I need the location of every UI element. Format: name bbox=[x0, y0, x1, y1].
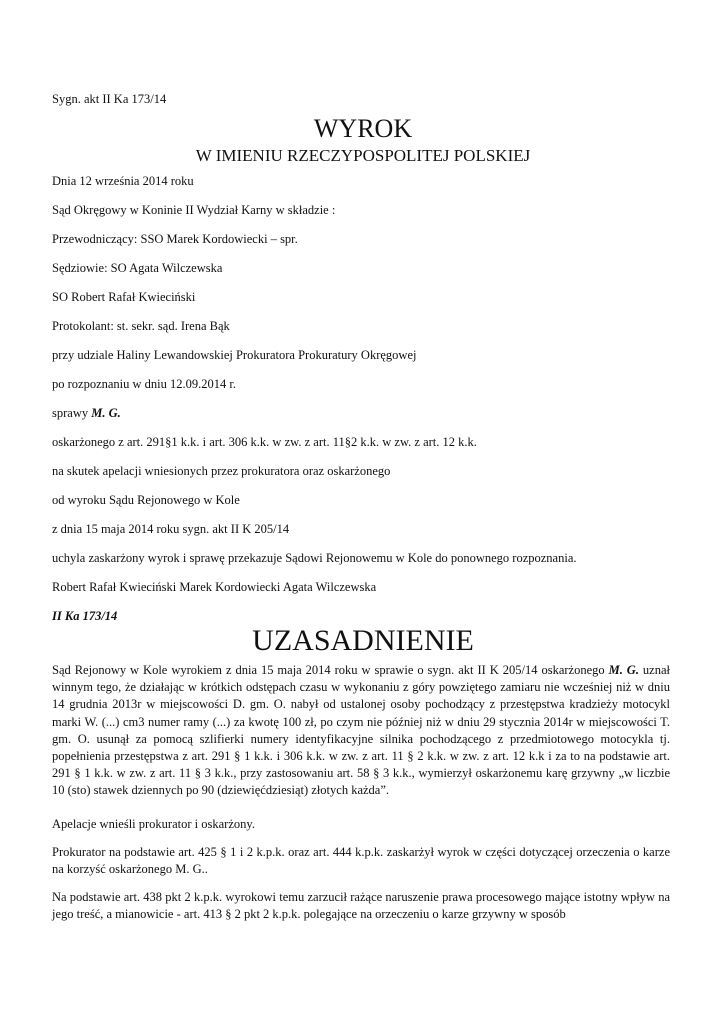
paragraph-1-defendant: M. G. bbox=[608, 663, 639, 677]
court-composition: Sąd Okręgowy w Koninie II Wydział Karny w składzie : bbox=[52, 203, 336, 217]
case-signature: Sygn. akt II Ka 173/14 bbox=[52, 92, 167, 106]
prosecutor-line: przy udziale Haliny Lewandowskiej Prokuratora Prokuratury Okręgowej bbox=[52, 348, 417, 362]
verdict-date: Dnia 12 września 2014 roku bbox=[52, 174, 194, 188]
paragraph-1-intro: Sąd Rejonowy w Kole wyrokiem z dnia 15 maja 2014 roku w sprawie o sygn. akt II K 205/14 oskarżonego bbox=[52, 663, 609, 677]
case-prefix: sprawy bbox=[52, 406, 92, 420]
charges-line: oskarżonego z art. 291§1 k.k. i art. 306 k.k. w zw. z art. 11§2 k.k. w zw. z art. 12 k.k. bbox=[52, 435, 477, 449]
justification-reference: II Ka 173/14 bbox=[52, 609, 118, 623]
case-of-line bbox=[52, 405, 121, 422]
paragraph-1-body: uznał winnym tego, że działając w krótkich odstępach czasu w wykonaniu z góry powziętego zamiaru nie wcześniej niż w dniu 14 grudnia 2013r w miejscowości D. gm. O. nabył od ustalonej osoby pochodzący z przestępstwa kradzieży motocykl marki W. (...) cm3 numer ramy (...) za kwotę 100 zł, po czym nie później niż w dniu 29 stycznia 2014r w miejscowości T. gm. O. usunął za pomocą szlifierki numery identyfikacyjne silnika pochodzącego z przedmiotowego motocykla tj. popełnienia przestępstwa z art. 291 § 1 k.k. i 306 k.k. w zw. z art. 11 § 2 k.k. w zw. z art. 12 k.k i za to na podstawie art. 291 § 1 k.k. w zw. z art. 11 § 3 k.k., przy zastosowaniu art. 58 § 3 k.k., wymierzył oskarżonemu karę grzywny „w liczbie 10 (sto) stawek dziennych po 90 (dziewięćdziesiąt) złotych każda”. bbox=[52, 663, 670, 798]
lower-court-line: od wyroku Sądu Rejonowego w Kole bbox=[52, 493, 240, 507]
verdict-subtitle: W IMIENIU RZECZYPOSPOLITEJ POLSKIEJ bbox=[195, 146, 531, 165]
justification-paragraph-2: Apelacje wnieśli prokurator i oskarżony. bbox=[52, 817, 255, 831]
court-clerk: Protokolant: st. sekr. sąd. Irena Bąk bbox=[52, 319, 230, 333]
ruling-line: uchyla zaskarżony wyrok i sprawę przekazuje Sądowi Rejonowemu w Kole do ponownego rozpoznania. bbox=[52, 551, 577, 565]
justification-paragraph-3: Prokurator na podstawie art. 425 § 1 i 2 k.p.k. oraz art. 444 k.p.k. zaskarżył wyrok w części dotyczącej orzeczenia o karze na korzyść oskarżonego M. G.. bbox=[52, 845, 670, 877]
signatures-line: Robert Rafał Kwieciński Marek Kordowiecki Agata Wilczewska bbox=[52, 580, 377, 594]
justification-title: UZASADNIENIE bbox=[252, 624, 474, 657]
judgment-date-line: z dnia 15 maja 2014 roku sygn. akt II K 205/14 bbox=[52, 522, 290, 536]
appeal-line: na skutek apelacji wniesionych przez prokuratora oraz oskarżonego bbox=[52, 464, 391, 478]
hearing-date: po rozpoznaniu w dniu 12.09.2014 r. bbox=[52, 377, 237, 391]
judges-line: Sędziowie: SO Agata Wilczewska bbox=[52, 261, 223, 275]
second-judge: SO Robert Rafał Kwieciński bbox=[52, 290, 196, 304]
verdict-title: WYROK bbox=[313, 114, 413, 143]
presiding-judge: Przewodniczący: SSO Marek Kordowiecki – spr. bbox=[52, 232, 298, 246]
defendant-name: M. G. bbox=[91, 406, 121, 420]
justification-paragraph-4: Na podstawie art. 438 pkt 2 k.p.k. wyrokowi temu zarzucił rażące naruszenie prawa procesowego mające istotny wpływ na jego treść, a mianowicie - art. 413 § 2 pkt 2 k.p.k. polegające na orzeczeniu o karze grzywny w sposób bbox=[52, 890, 670, 922]
justification-paragraph-1 bbox=[52, 662, 670, 800]
